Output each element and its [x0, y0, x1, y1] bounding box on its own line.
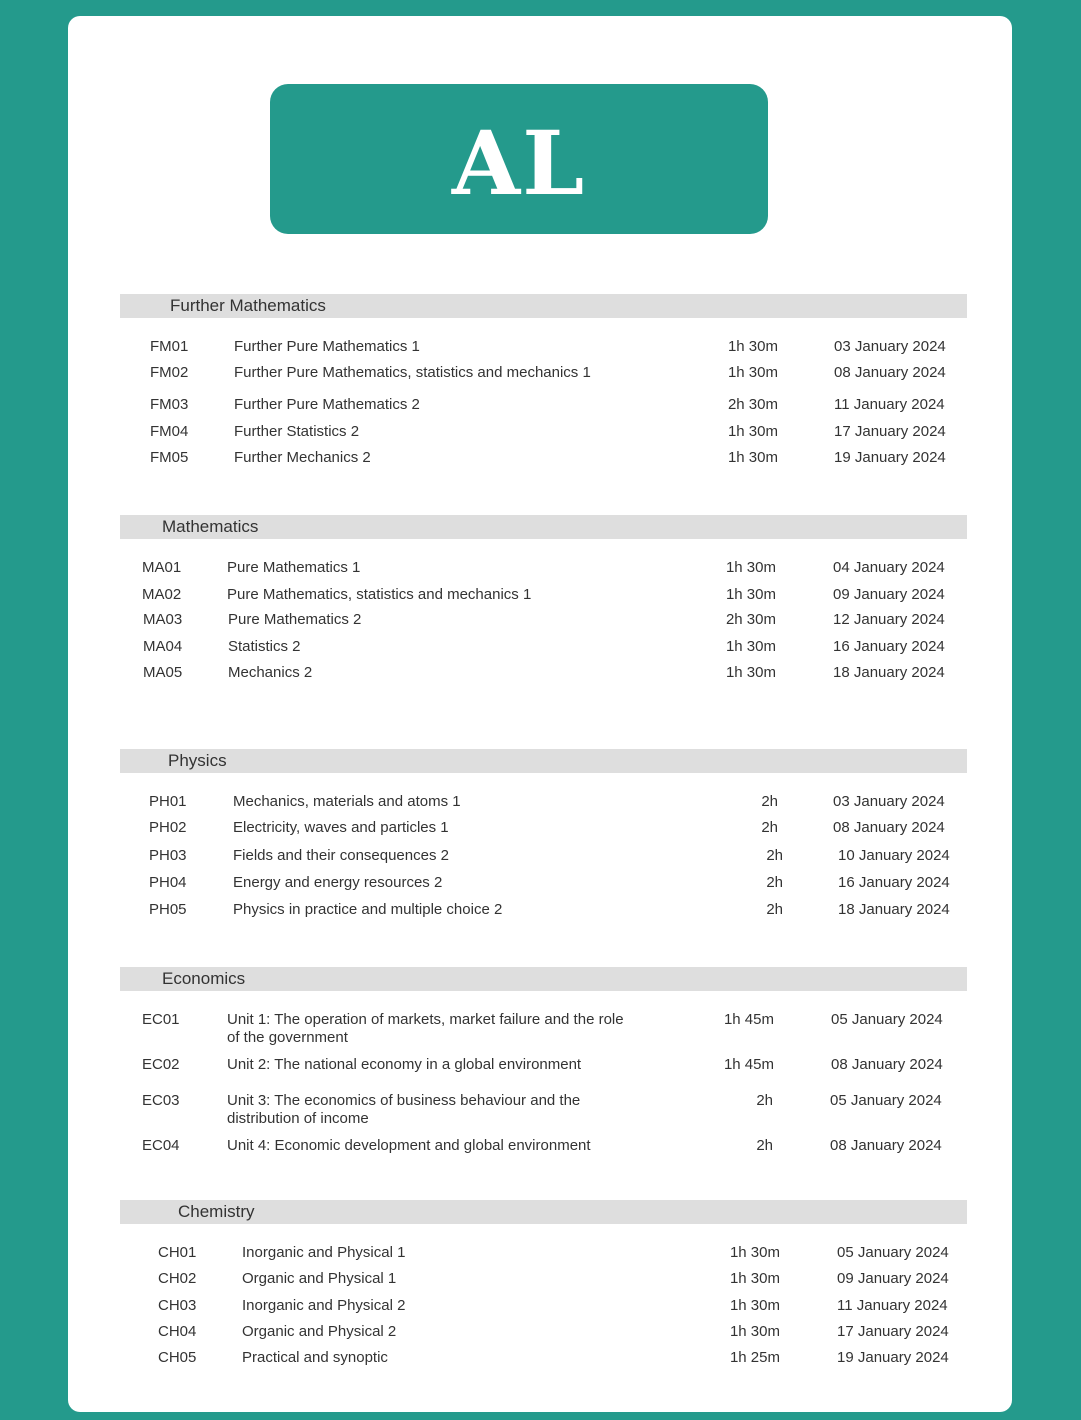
- paper-title: Inorganic and Physical 1: [242, 1244, 406, 1261]
- paper-code: EC03: [142, 1092, 180, 1109]
- paper-duration: 2h 30m: [727, 396, 778, 413]
- paper-code: MA04: [143, 638, 183, 655]
- paper-duration: 2h: [756, 1137, 773, 1154]
- paper-date: 05 January 2024: [830, 1092, 942, 1109]
- section-header: [120, 749, 967, 773]
- paper-date: 04 January 2024: [833, 559, 945, 576]
- paper-date: 09 January 2024: [833, 586, 945, 603]
- paper-code: MA01: [142, 559, 182, 576]
- paper-duration: 1h 25m: [729, 1349, 780, 1366]
- paper-date: 16 January 2024: [838, 874, 950, 891]
- paper-code: FM05: [150, 449, 189, 466]
- level-badge: [270, 84, 768, 234]
- paper-duration: 1h 30m: [725, 664, 776, 681]
- paper-title: Further Pure Mathematics 2: [234, 396, 420, 413]
- section-header: [120, 294, 967, 318]
- timetable-card: [68, 16, 1012, 1412]
- paper-title: Unit 3: The economics of business behaviour and the distribution of income: [227, 1092, 581, 1127]
- paper-code: MA05: [143, 664, 183, 681]
- paper-title: Pure Mathematics 1: [227, 559, 361, 576]
- paper-date: 19 January 2024: [837, 1349, 949, 1366]
- paper-date: 16 January 2024: [833, 638, 945, 655]
- paper-date: 03 January 2024: [833, 793, 945, 810]
- paper-code: PH02: [149, 819, 187, 836]
- paper-duration: 2h: [766, 847, 783, 864]
- section-title: Economics: [162, 969, 246, 988]
- paper-code: PH04: [149, 874, 187, 891]
- paper-date: 11 January 2024: [837, 1297, 948, 1314]
- paper-title: Further Pure Mathematics, statistics and mechanics 1: [234, 364, 591, 381]
- section-header: [120, 1200, 967, 1224]
- paper-date: 17 January 2024: [837, 1323, 949, 1340]
- section-physics: [120, 749, 967, 918]
- paper-duration: 1h 30m: [727, 449, 778, 466]
- paper-code: FM04: [150, 423, 189, 440]
- paper-date: 08 January 2024: [834, 364, 946, 381]
- paper-code: CH03: [158, 1297, 197, 1314]
- paper-duration: 1h 30m: [727, 364, 778, 381]
- paper-code: CH05: [158, 1349, 197, 1366]
- section-header: [120, 967, 967, 991]
- paper-date: 19 January 2024: [834, 449, 946, 466]
- section-economics: [120, 967, 967, 1154]
- paper-duration: 1h 45m: [723, 1011, 774, 1028]
- paper-title: Mechanics, materials and atoms 1: [233, 793, 461, 810]
- paper-title: Unit 2: The national economy in a global environment: [227, 1056, 582, 1073]
- paper-code: FM01: [150, 338, 189, 355]
- paper-code: EC04: [142, 1137, 180, 1154]
- paper-code: CH04: [158, 1323, 197, 1340]
- paper-title: Mechanics 2: [228, 664, 313, 681]
- paper-title: Organic and Physical 2: [242, 1323, 397, 1340]
- paper-date: 03 January 2024: [834, 338, 946, 355]
- section-title: Chemistry: [178, 1202, 255, 1221]
- paper-title: Unit 1: The operation of markets, market failure and the role of the government: [227, 1011, 624, 1046]
- paper-title: Practical and synoptic: [242, 1349, 388, 1366]
- paper-title: Energy and energy resources 2: [233, 874, 443, 891]
- paper-title: Organic and Physical 1: [242, 1270, 397, 1287]
- section-title: Further Mathematics: [170, 296, 326, 315]
- paper-duration: 2h: [761, 793, 778, 810]
- paper-duration: 2h: [766, 901, 783, 918]
- paper-duration: 2h: [761, 819, 778, 836]
- paper-code: MA02: [142, 586, 182, 603]
- paper-date: 17 January 2024: [834, 423, 946, 440]
- paper-duration: 1h 30m: [725, 586, 776, 603]
- paper-date: 08 January 2024: [833, 819, 945, 836]
- paper-date: 18 January 2024: [833, 664, 945, 681]
- paper-date: 09 January 2024: [837, 1270, 949, 1287]
- paper-code: FM03: [150, 396, 189, 413]
- paper-code: CH02: [158, 1270, 197, 1287]
- paper-title: Further Statistics 2: [234, 423, 360, 440]
- paper-duration: 1h 30m: [725, 559, 776, 576]
- paper-title: Further Mechanics 2: [234, 449, 371, 466]
- paper-code: EC02: [142, 1056, 180, 1073]
- paper-duration: 1h 45m: [723, 1056, 774, 1073]
- paper-code: EC01: [142, 1011, 180, 1028]
- section-mathematics: [120, 515, 967, 681]
- section-title: Mathematics: [162, 517, 259, 536]
- paper-duration: 1h 30m: [729, 1270, 780, 1287]
- paper-title: Electricity, waves and particles 1: [233, 819, 449, 836]
- paper-title: Further Pure Mathematics 1: [234, 338, 420, 355]
- section-further-mathematics: [120, 294, 967, 466]
- section-header: [120, 515, 967, 539]
- paper-title: Pure Mathematics, statistics and mechanics 1: [227, 586, 532, 603]
- paper-code: FM02: [150, 364, 189, 381]
- paper-duration: 1h 30m: [729, 1244, 780, 1261]
- paper-date: 12 January 2024: [833, 611, 945, 628]
- paper-code: PH01: [149, 793, 187, 810]
- paper-date: 11 January 2024: [834, 396, 945, 413]
- paper-code: CH01: [158, 1244, 197, 1261]
- section-chemistry: [120, 1200, 967, 1366]
- paper-code: PH03: [149, 847, 187, 864]
- paper-code: PH05: [149, 901, 187, 918]
- paper-title: Inorganic and Physical 2: [242, 1297, 406, 1314]
- paper-date: 18 January 2024: [838, 901, 950, 918]
- paper-duration: 1h 30m: [729, 1323, 780, 1340]
- paper-date: 05 January 2024: [837, 1244, 949, 1261]
- paper-duration: 2h: [766, 874, 783, 891]
- paper-date: 05 January 2024: [831, 1011, 943, 1028]
- paper-date: 08 January 2024: [831, 1056, 943, 1073]
- paper-title: Pure Mathematics 2: [228, 611, 362, 628]
- paper-title: Unit 4: Economic development and global environment: [227, 1137, 591, 1154]
- level-badge-text: AL: [451, 111, 587, 215]
- paper-date: 08 January 2024: [830, 1137, 942, 1154]
- paper-title: Statistics 2: [228, 638, 301, 655]
- paper-duration: 2h: [756, 1092, 773, 1109]
- paper-duration: 1h 30m: [727, 423, 778, 440]
- paper-title: Fields and their consequences 2: [233, 847, 449, 864]
- paper-duration: 1h 30m: [727, 338, 778, 355]
- paper-code: MA03: [143, 611, 183, 628]
- paper-duration: 1h 30m: [725, 638, 776, 655]
- paper-title: Physics in practice and multiple choice 2: [233, 901, 503, 918]
- paper-duration: 2h 30m: [725, 611, 776, 628]
- section-title: Physics: [168, 751, 227, 770]
- paper-duration: 1h 30m: [729, 1297, 780, 1314]
- paper-date: 10 January 2024: [838, 847, 950, 864]
